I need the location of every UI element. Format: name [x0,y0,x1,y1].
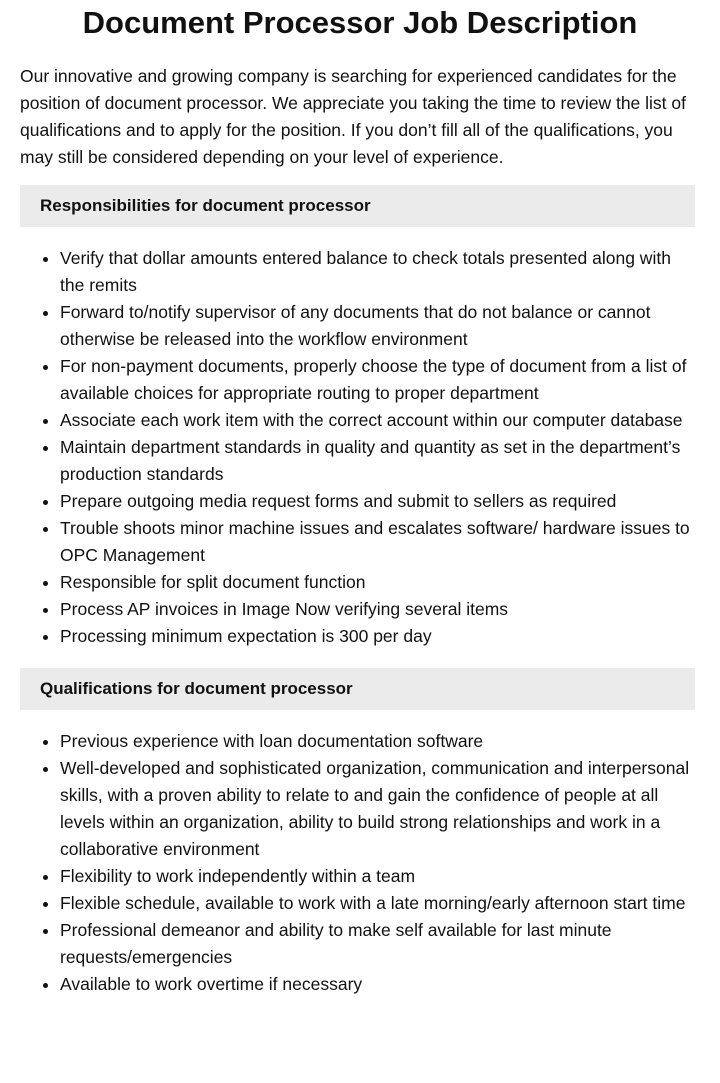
list-item: • Verify that dollar amounts entered balance to check totals presented along with the remits [60,245,695,299]
list-item: • Prepare outgoing media request forms and submit to sellers as required [60,488,695,515]
list-item: • Flexible schedule, available to work with a late morning/early afternoon start time [60,890,695,917]
list-item: • Process AP invoices in Image Now verifying several items [60,596,695,623]
list-item: • Responsible for split document function [60,569,695,596]
list-item: • Professional demeanor and ability to make self available for last minute requests/emergencies [60,917,695,971]
list-item: • For non-payment documents, properly choose the type of document from a list of available choices for appropriate routing to proper department [60,353,695,407]
list-item: • Previous experience with loan documentation software [60,728,695,755]
list-item: • Maintain department standards in quality and quantity as set in the department’s production standards [60,434,695,488]
list-item: • Processing minimum expectation is 300 per day [60,623,695,650]
list-item: • Available to work overtime if necessary [60,971,695,998]
list-item: • Associate each work item with the correct account within our computer database [60,407,695,434]
list-item: • Forward to/notify supervisor of any documents that do not balance or cannot otherwise be released into the workflow environment [60,299,695,353]
list-item: • Flexibility to work independently within a team [60,863,695,890]
qualifications-heading: Qualifications for document processor [20,668,695,710]
page-title: Document Processor Job Description [82,5,638,40]
list-item: • Well-developed and sophisticated organization, communication and interpersonal skills, with a proven ability to relate to and gain the confidence of people at all levels within an organization, ability to build strong relationships and work in a collaborative environment [60,755,695,863]
qualifications-list [20,728,695,998]
responsibilities-heading: Responsibilities for document processor [20,185,695,227]
list-item: • Trouble shoots minor machine issues and escalates software/ hardware issues to OPC Management [60,515,695,569]
intro-paragraph: Our innovative and growing company is searching for experienced candidates for the position of document processor. We appreciate you taking the time to review the list of qualifications and to apply for the position. If you don’t fill all of the qualifications, you may still be considered depending on your level of experience. [20,66,686,167]
responsibilities-list [20,245,695,650]
